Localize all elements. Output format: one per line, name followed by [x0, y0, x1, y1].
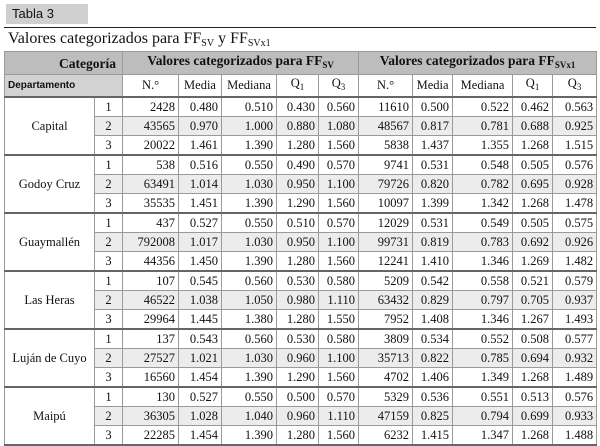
category-cell: 1 [95, 271, 123, 291]
value-cell: 1.390 [222, 136, 277, 156]
value-cell: 1.347 [453, 426, 513, 446]
value-cell: 1.454 [179, 368, 222, 388]
table-number-label: Tabla 3 [6, 4, 88, 24]
value-cell: 0.825 [413, 407, 453, 426]
value-cell: 0.531 [413, 155, 453, 175]
category-cell: 3 [95, 368, 123, 388]
value-cell: 0.576 [553, 387, 597, 407]
value-cell: 1.280 [277, 252, 319, 272]
value-cell: 1.454 [179, 426, 222, 446]
value-cell: 1.489 [553, 368, 597, 388]
value-cell: 0.570 [319, 155, 359, 175]
column-header: $Q_3$ [553, 75, 597, 98]
value-cell: 1.268 [513, 426, 553, 446]
column-header: $Q_1$ [513, 75, 553, 98]
value-cell: 1.380 [222, 310, 277, 330]
value-cell: 0.516 [179, 155, 222, 175]
value-cell: 1.267 [513, 310, 553, 330]
category-cell: 2 [95, 117, 123, 136]
value-cell: 9741 [359, 155, 413, 175]
value-cell: 0.960 [277, 349, 319, 368]
category-cell: 3 [95, 194, 123, 214]
value-cell: 0.490 [277, 155, 319, 175]
value-cell: 0.880 [277, 117, 319, 136]
category-cell: 2 [95, 233, 123, 252]
category-cell: 1 [95, 213, 123, 233]
value-cell: 44356 [123, 252, 179, 272]
value-cell: 1.493 [553, 310, 597, 330]
value-cell: 22285 [123, 426, 179, 446]
value-cell: 1.290 [277, 368, 319, 388]
value-cell: 1.014 [179, 175, 222, 194]
column-header: Media [179, 75, 222, 98]
category-cell: 3 [95, 136, 123, 156]
category-cell: 1 [95, 155, 123, 175]
value-cell: 1.346 [453, 310, 513, 330]
value-cell: 0.785 [453, 349, 513, 368]
value-cell: 16560 [123, 368, 179, 388]
value-cell: 20022 [123, 136, 179, 156]
value-cell: 0.692 [513, 233, 553, 252]
value-cell: 0.548 [453, 155, 513, 175]
value-cell: 0.550 [222, 155, 277, 175]
value-cell: 7952 [359, 310, 413, 330]
value-cell: 0.531 [413, 213, 453, 233]
value-cell: 0.542 [413, 271, 453, 291]
value-cell: 0.530 [277, 271, 319, 291]
title-rule [4, 27, 596, 28]
value-cell: 0.950 [277, 175, 319, 194]
value-cell: 36305 [123, 407, 179, 426]
table-row [5, 387, 597, 407]
value-cell: 1.560 [319, 368, 359, 388]
value-cell: 3809 [359, 329, 413, 349]
department-name: Las Heras [5, 271, 95, 329]
department-name: Capital [5, 97, 95, 155]
value-cell: 0.781 [453, 117, 513, 136]
value-cell: 0.570 [319, 387, 359, 407]
header-row-groups [5, 52, 597, 75]
value-cell: 1.110 [319, 407, 359, 426]
column-header: N.° [123, 75, 179, 98]
value-cell: 0.933 [553, 407, 597, 426]
value-cell: 1.415 [413, 426, 453, 446]
value-cell: 1.408 [413, 310, 453, 330]
value-cell: 0.580 [319, 329, 359, 349]
value-cell: 1.040 [222, 407, 277, 426]
category-cell: 3 [95, 252, 123, 272]
value-cell: 0.513 [513, 387, 553, 407]
value-cell: 0.505 [513, 213, 553, 233]
value-cell: 12241 [359, 252, 413, 272]
value-cell: 47159 [359, 407, 413, 426]
value-cell: 1.390 [222, 252, 277, 272]
value-cell: 0.570 [319, 213, 359, 233]
value-cell: 63491 [123, 175, 179, 194]
value-cell: 0.558 [453, 271, 513, 291]
value-cell: 1.346 [453, 252, 513, 272]
value-cell: 1.268 [513, 194, 553, 214]
value-cell: 0.430 [277, 97, 319, 117]
value-cell: 0.925 [553, 117, 597, 136]
column-header: $Q_1$ [277, 75, 319, 98]
value-cell: 12029 [359, 213, 413, 233]
value-cell: 0.980 [277, 291, 319, 310]
value-cell: 43565 [123, 117, 179, 136]
value-cell: 0.527 [179, 213, 222, 233]
value-cell: 1.410 [413, 252, 453, 272]
value-cell: 1.100 [319, 349, 359, 368]
header-row-columns [5, 75, 597, 98]
value-cell: 1.280 [277, 310, 319, 330]
value-cell: 1.280 [277, 426, 319, 446]
value-cell: 29964 [123, 310, 179, 330]
value-cell: 1.030 [222, 175, 277, 194]
value-cell: 0.549 [453, 213, 513, 233]
value-cell: 0.970 [179, 117, 222, 136]
category-cell: 3 [95, 310, 123, 330]
value-cell: 1.021 [179, 349, 222, 368]
value-cell: 1.560 [319, 194, 359, 214]
value-cell: 35713 [359, 349, 413, 368]
value-cell: 1.000 [222, 117, 277, 136]
category-cell: 2 [95, 349, 123, 368]
value-cell: 35535 [123, 194, 179, 214]
value-cell: 0.928 [553, 175, 597, 194]
value-cell: 99731 [359, 233, 413, 252]
value-cell: 0.545 [179, 271, 222, 291]
data-table [4, 51, 597, 446]
value-cell: 27527 [123, 349, 179, 368]
value-cell: 1.355 [453, 136, 513, 156]
value-cell: 0.794 [453, 407, 513, 426]
value-cell: 1.342 [453, 194, 513, 214]
value-cell: 5209 [359, 271, 413, 291]
value-cell: 0.521 [513, 271, 553, 291]
category-cell: 2 [95, 175, 123, 194]
value-cell: 0.819 [413, 233, 453, 252]
value-cell: 63432 [359, 291, 413, 310]
value-cell: 11610 [359, 97, 413, 117]
value-cell: 0.829 [413, 291, 453, 310]
value-cell: 0.480 [179, 97, 222, 117]
value-cell: 5838 [359, 136, 413, 156]
table-row [5, 155, 597, 175]
value-cell: 107 [123, 271, 179, 291]
category-cell: 2 [95, 407, 123, 426]
value-cell: 0.530 [277, 329, 319, 349]
value-cell: 0.500 [413, 97, 453, 117]
value-cell: 0.552 [453, 329, 513, 349]
value-cell: 0.522 [453, 97, 513, 117]
value-cell: 0.508 [513, 329, 553, 349]
department-name: Luján de Cuyo [5, 329, 95, 387]
value-cell: 137 [123, 329, 179, 349]
value-cell: 1.451 [179, 194, 222, 214]
value-cell: 0.950 [277, 233, 319, 252]
value-cell: 792008 [123, 233, 179, 252]
table-row [5, 97, 597, 117]
value-cell: 0.534 [413, 329, 453, 349]
value-cell: 48567 [359, 117, 413, 136]
value-cell: 0.579 [553, 271, 597, 291]
value-cell: 10097 [359, 194, 413, 214]
value-cell: 1.390 [222, 368, 277, 388]
value-cell: 1.038 [179, 291, 222, 310]
value-cell: 0.688 [513, 117, 553, 136]
value-cell: 4702 [359, 368, 413, 388]
value-cell: 0.705 [513, 291, 553, 310]
value-cell: 0.932 [553, 349, 597, 368]
categoria-header: Categoría [5, 52, 123, 75]
value-cell: 1.100 [319, 233, 359, 252]
value-cell: 0.926 [553, 233, 597, 252]
value-cell: 46522 [123, 291, 179, 310]
department-name: Maipú [5, 387, 95, 445]
value-cell: 0.575 [553, 213, 597, 233]
column-header: Media [413, 75, 453, 98]
value-cell: 0.820 [413, 175, 453, 194]
value-cell: 0.550 [222, 213, 277, 233]
category-cell: 3 [95, 426, 123, 446]
value-cell: 0.699 [513, 407, 553, 426]
value-cell: 1.268 [513, 136, 553, 156]
value-cell: 1.030 [222, 349, 277, 368]
value-cell: 130 [123, 387, 179, 407]
value-cell: 2428 [123, 97, 179, 117]
value-cell: 0.550 [222, 387, 277, 407]
column-header: $Q_3$ [319, 75, 359, 98]
value-cell: 0.543 [179, 329, 222, 349]
value-cell: 1.017 [179, 233, 222, 252]
value-cell: 1.028 [179, 407, 222, 426]
table-row [5, 213, 597, 233]
column-header: N.° [359, 75, 413, 98]
value-cell: 5329 [359, 387, 413, 407]
value-cell: 0.536 [413, 387, 453, 407]
value-cell: 0.960 [277, 407, 319, 426]
category-cell: 2 [95, 291, 123, 310]
value-cell: 1.461 [179, 136, 222, 156]
value-cell: 1.269 [513, 252, 553, 272]
value-cell: 0.576 [553, 155, 597, 175]
value-cell: 6232 [359, 426, 413, 446]
value-cell: 0.551 [453, 387, 513, 407]
value-cell: 1.100 [319, 175, 359, 194]
value-cell: 1.560 [319, 252, 359, 272]
value-cell: 437 [123, 213, 179, 233]
value-cell: 1.390 [222, 194, 277, 214]
value-cell: 0.822 [413, 349, 453, 368]
value-cell: 0.462 [513, 97, 553, 117]
value-cell: 0.782 [453, 175, 513, 194]
value-cell: 0.560 [222, 329, 277, 349]
value-cell: 0.580 [319, 271, 359, 291]
department-name: Godoy Cruz [5, 155, 95, 213]
value-cell: 0.505 [513, 155, 553, 175]
category-cell: 1 [95, 329, 123, 349]
value-cell: 1.349 [453, 368, 513, 388]
value-cell: 538 [123, 155, 179, 175]
table-row [5, 329, 597, 349]
table-row [5, 271, 597, 291]
table-body [5, 97, 597, 445]
value-cell: 0.510 [222, 97, 277, 117]
category-cell: 1 [95, 387, 123, 407]
value-cell: 0.500 [277, 387, 319, 407]
value-cell: 1.390 [222, 426, 277, 446]
value-cell: 0.510 [277, 213, 319, 233]
departamento-header: Departamento [5, 75, 123, 98]
value-cell: 1.478 [553, 194, 597, 214]
group-header-ffsvx1: Valores categorizados para $FF_{SVx1}$ [359, 52, 597, 75]
value-cell: 1.050 [222, 291, 277, 310]
category-cell: 1 [95, 97, 123, 117]
value-cell: 79726 [359, 175, 413, 194]
value-cell: 0.694 [513, 349, 553, 368]
value-cell: 0.563 [553, 97, 597, 117]
value-cell: 1.290 [277, 194, 319, 214]
value-cell: 1.550 [319, 310, 359, 330]
column-header: Mediana [453, 75, 513, 98]
table-title: Valores categorizados para $FF_{SV}$ y $FF_{SVx1}$ [8, 30, 271, 49]
column-header: Mediana [222, 75, 277, 98]
value-cell: 1.488 [553, 426, 597, 446]
value-cell: 1.406 [413, 368, 453, 388]
value-cell: 1.515 [553, 136, 597, 156]
value-cell: 0.695 [513, 175, 553, 194]
department-name: Guaymallén [5, 213, 95, 271]
value-cell: 1.080 [319, 117, 359, 136]
value-cell: 1.482 [553, 252, 597, 272]
value-cell: 1.437 [413, 136, 453, 156]
value-cell: 0.560 [319, 97, 359, 117]
value-cell: 1.560 [319, 136, 359, 156]
value-cell: 0.937 [553, 291, 597, 310]
value-cell: 1.445 [179, 310, 222, 330]
value-cell: 1.110 [319, 291, 359, 310]
value-cell: 1.280 [277, 136, 319, 156]
value-cell: 0.797 [453, 291, 513, 310]
value-cell: 1.399 [413, 194, 453, 214]
value-cell: 1.030 [222, 233, 277, 252]
value-cell: 1.560 [319, 426, 359, 446]
value-cell: 0.783 [453, 233, 513, 252]
value-cell: 1.268 [513, 368, 553, 388]
value-cell: 0.817 [413, 117, 453, 136]
group-header-ffsv: Valores categorizados para $FF_{SV}$ [123, 52, 359, 75]
value-cell: 0.527 [179, 387, 222, 407]
value-cell: 0.560 [222, 271, 277, 291]
value-cell: 0.577 [553, 329, 597, 349]
value-cell: 1.450 [179, 252, 222, 272]
